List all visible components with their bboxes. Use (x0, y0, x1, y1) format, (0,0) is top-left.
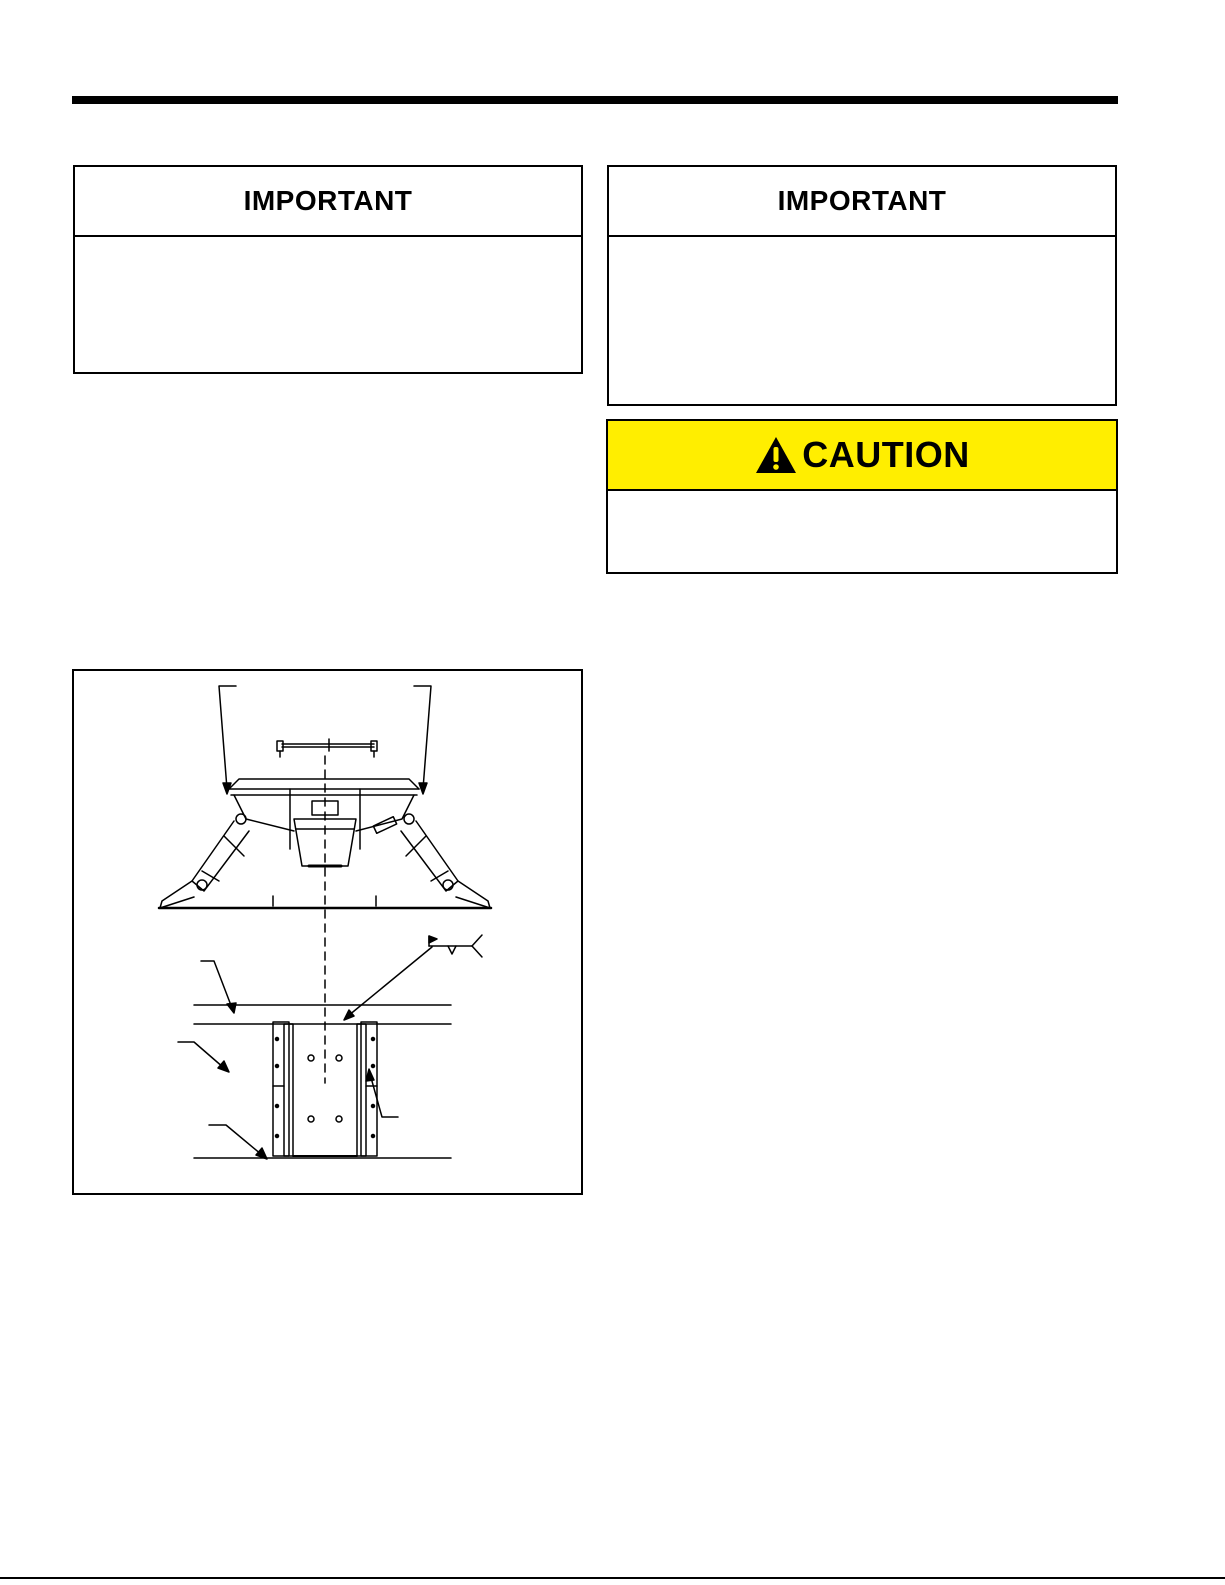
caution-header (608, 421, 1116, 491)
important-notice-left (73, 165, 583, 374)
important-notice-body (609, 237, 1115, 404)
weld-symbol (344, 935, 482, 1020)
important-notice-right (607, 165, 1117, 406)
warning-triangle-icon (754, 435, 798, 475)
hitch-pin (277, 739, 377, 757)
hitch-head (229, 779, 419, 866)
caution-body (608, 491, 1116, 572)
frame-rails (194, 1005, 451, 1158)
important-notice-title: IMPORTANT (75, 167, 581, 237)
side-leader-lines (178, 961, 398, 1159)
caution-notice (606, 419, 1118, 574)
header-rule (72, 96, 1118, 104)
hitch-mounting-diagram (74, 671, 585, 1197)
caution-title: CAUTION (802, 434, 970, 475)
footer-rule (0, 1577, 1225, 1579)
important-notice-body (75, 237, 581, 372)
installation-figure (72, 669, 583, 1195)
important-notice-title: IMPORTANT (609, 167, 1115, 237)
